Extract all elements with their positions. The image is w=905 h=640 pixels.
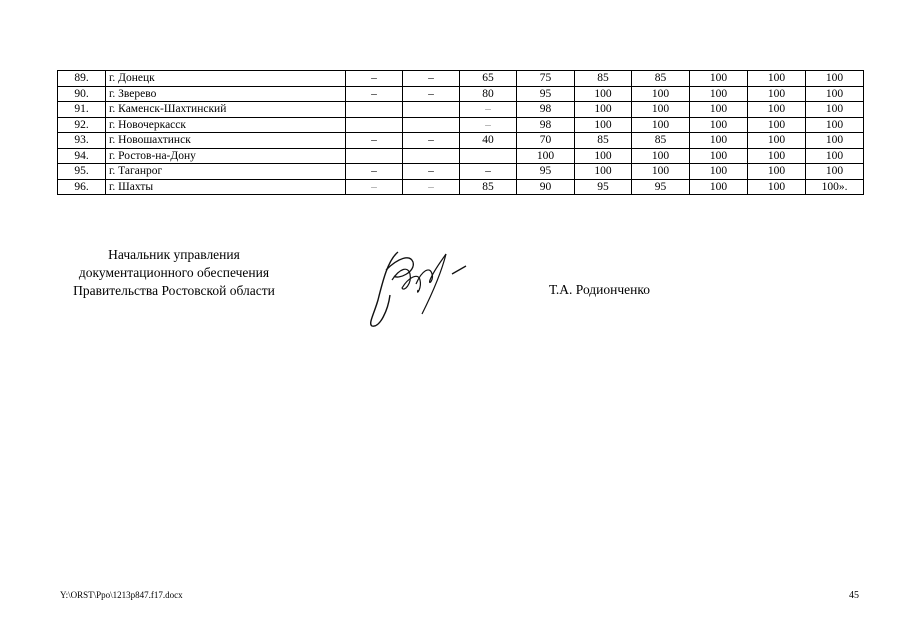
table-row: [58, 102, 864, 118]
value-cell: 100: [806, 133, 864, 149]
value-cell: 85: [460, 179, 517, 195]
value-cell: 100: [690, 164, 748, 180]
row-number-cell: 94.: [58, 148, 106, 164]
value-cell: 80: [460, 86, 517, 102]
footer-file-path: Y:\ORST\Ppo\1213p847.f17.docx: [60, 590, 183, 600]
value-cell: [460, 148, 517, 164]
value-cell: 85: [632, 133, 690, 149]
value-cell: 100: [806, 102, 864, 118]
city-name-cell: г. Шахты: [106, 179, 346, 195]
value-cell: 100: [806, 71, 864, 87]
value-cell: 100: [748, 148, 806, 164]
value-cell: –: [346, 71, 403, 87]
value-cell: 100: [690, 102, 748, 118]
value-cell: 100: [575, 164, 632, 180]
value-cell: 100: [806, 148, 864, 164]
city-name-cell: г. Зверево: [106, 86, 346, 102]
value-cell: –: [403, 133, 460, 149]
value-cell: 100: [748, 117, 806, 133]
value-cell: 100: [748, 179, 806, 195]
value-cell: –: [460, 164, 517, 180]
table-row: [58, 71, 864, 87]
value-cell: 40: [460, 133, 517, 149]
position-line: документационного обеспечения: [78, 265, 270, 280]
value-cell: 100: [748, 164, 806, 180]
signature-position: [58, 246, 290, 300]
row-number-cell: 93.: [58, 133, 106, 149]
table-body: [58, 71, 864, 195]
value-cell: 100: [690, 117, 748, 133]
value-cell: 100: [748, 102, 806, 118]
value-cell: [346, 148, 403, 164]
value-cell: –: [403, 86, 460, 102]
value-cell: –: [403, 71, 460, 87]
row-number-cell: 96.: [58, 179, 106, 195]
value-cell: 100: [806, 86, 864, 102]
value-cell: 100: [632, 148, 690, 164]
value-cell: 95: [517, 86, 575, 102]
regions-table: [57, 70, 864, 195]
table-row: [58, 148, 864, 164]
value-cell: 100: [690, 148, 748, 164]
value-cell: 100: [575, 86, 632, 102]
value-cell: [403, 102, 460, 118]
value-cell: 100: [632, 102, 690, 118]
value-cell: [403, 117, 460, 133]
value-cell: 100».: [806, 179, 864, 195]
value-cell: 90: [517, 179, 575, 195]
value-cell: [346, 117, 403, 133]
value-cell: 100: [748, 133, 806, 149]
value-cell: 100: [632, 86, 690, 102]
value-cell: 100: [575, 102, 632, 118]
value-cell: –: [346, 133, 403, 149]
value-cell: 100: [690, 133, 748, 149]
value-cell: [403, 148, 460, 164]
value-cell: 95: [517, 164, 575, 180]
row-number-cell: 90.: [58, 86, 106, 102]
value-cell: 95: [632, 179, 690, 195]
value-cell: [346, 102, 403, 118]
table-row: [58, 86, 864, 102]
handwritten-signature: [358, 240, 478, 330]
row-number-cell: 95.: [58, 164, 106, 180]
value-cell: –: [403, 164, 460, 180]
value-cell: 100: [806, 164, 864, 180]
table-row: [58, 164, 864, 180]
city-name-cell: г. Таганрог: [106, 164, 346, 180]
value-cell: 65: [460, 71, 517, 87]
value-cell: 100: [575, 148, 632, 164]
value-cell: 100: [690, 86, 748, 102]
position-line: Начальник управления: [108, 247, 240, 262]
table-row: [58, 179, 864, 195]
value-cell: 100: [517, 148, 575, 164]
value-cell: 100: [806, 117, 864, 133]
signer-name: Т.А. Родионченко: [549, 282, 650, 297]
value-cell: 75: [517, 71, 575, 87]
city-name-cell: г. Донецк: [106, 71, 346, 87]
value-cell: –: [403, 179, 460, 195]
row-number-cell: 92.: [58, 117, 106, 133]
position-line: Правительства Ростовской области: [73, 283, 275, 298]
city-name-cell: г. Каменск-Шахтинский: [106, 102, 346, 118]
value-cell: 100: [748, 86, 806, 102]
row-number-cell: 91.: [58, 102, 106, 118]
table-row: [58, 117, 864, 133]
value-cell: 100: [690, 71, 748, 87]
value-cell: 98: [517, 102, 575, 118]
value-cell: 100: [690, 179, 748, 195]
value-cell: –: [346, 164, 403, 180]
value-cell: 85: [575, 133, 632, 149]
value-cell: –: [460, 117, 517, 133]
city-name-cell: г. Ростов-на-Дону: [106, 148, 346, 164]
value-cell: 70: [517, 133, 575, 149]
row-number-cell: 89.: [58, 71, 106, 87]
value-cell: 95: [575, 179, 632, 195]
value-cell: 85: [575, 71, 632, 87]
table-row: [58, 133, 864, 149]
value-cell: 100: [748, 71, 806, 87]
value-cell: 100: [575, 117, 632, 133]
value-cell: –: [346, 179, 403, 195]
value-cell: 85: [632, 71, 690, 87]
city-name-cell: г. Новошахтинск: [106, 133, 346, 149]
value-cell: 100: [632, 117, 690, 133]
value-cell: 98: [517, 117, 575, 133]
city-name-cell: г. Новочеркасск: [106, 117, 346, 133]
value-cell: –: [346, 86, 403, 102]
value-cell: –: [460, 102, 517, 118]
page-number: 45: [849, 590, 859, 601]
value-cell: 100: [632, 164, 690, 180]
